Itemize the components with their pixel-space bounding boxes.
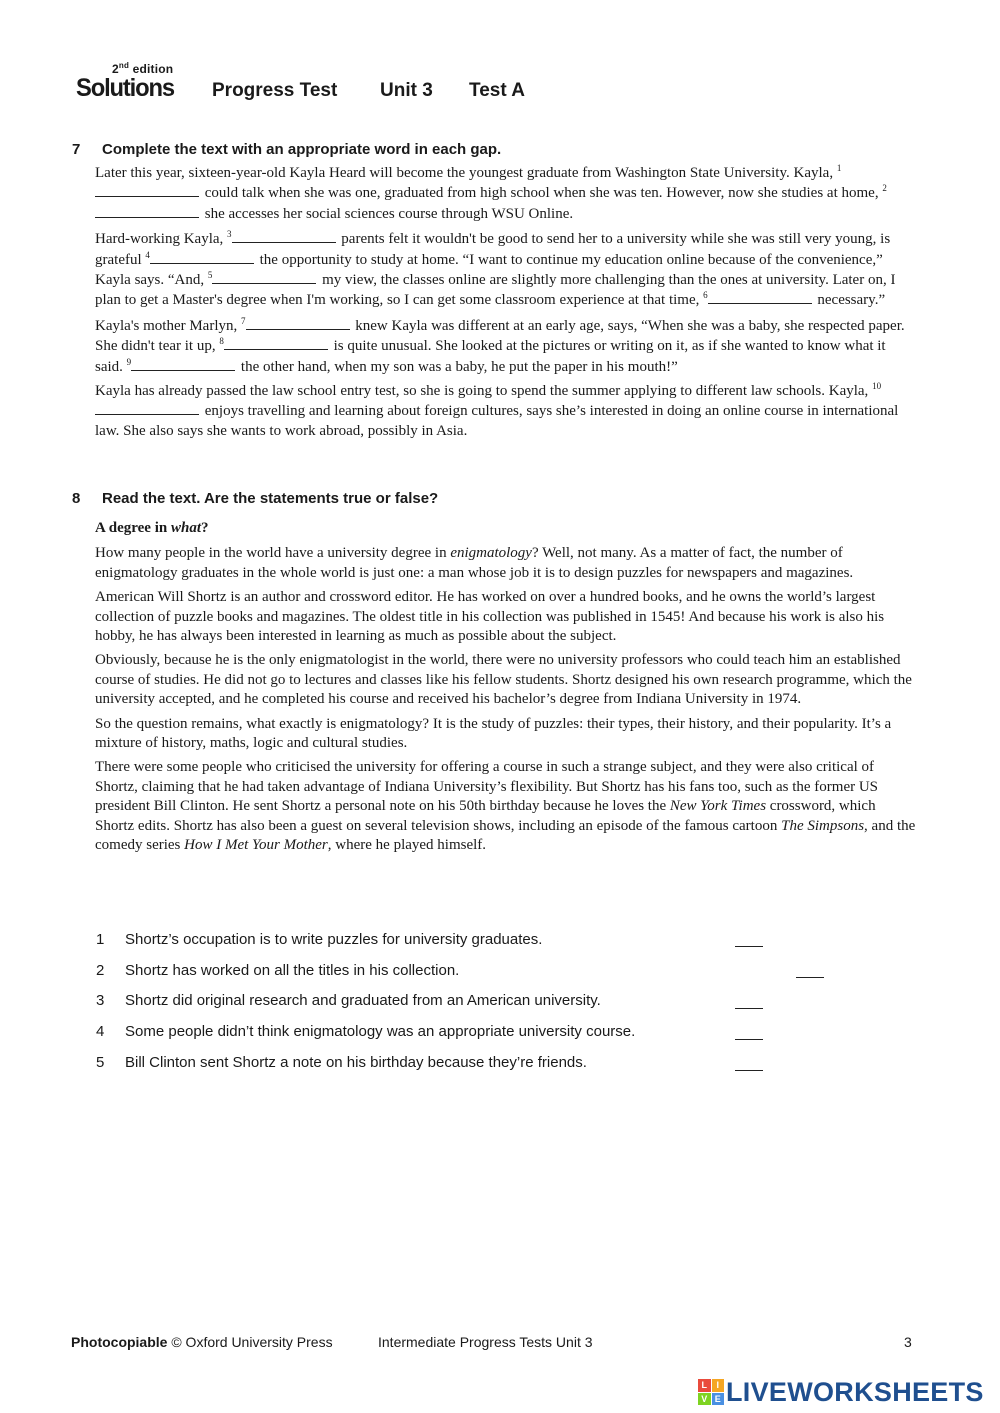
liveworksheets-text: LIVEWORKSHEETS <box>726 1376 984 1407</box>
article-paragraph-4: So the question remains, what exactly is enigmatology? It is the study of puzzles: their types, their history, and their popularity. It’s a mixture of history, maths, logic and cultural studies. <box>95 715 892 752</box>
edition-label: 2nd edition <box>112 61 174 76</box>
task7-number: 7 <box>72 141 81 158</box>
header-test: Test A <box>469 80 525 101</box>
gap-number: 1 <box>836 163 842 173</box>
gap-number: 10 <box>872 381 882 392</box>
solutions-logo <box>76 62 186 102</box>
statement-1: 1 Shortz’s occupation is to write puzzles for university graduates. <box>96 931 543 948</box>
task7-paragraph-3: Kayla's mother Marlyn, $^7$ knew Kayla was different at an early age, says, “When she was a baby, she respected paper. She didn't tear it up, $^8$ is quite unusual. She looked at the pictures or writing on it, as if she wanted to know what it said. $^9$ the other hand, when my son was a baby, he put the paper in his mouth!” <box>95 315 905 375</box>
gap-3[interactable] <box>232 229 336 243</box>
task8-text <box>95 519 917 861</box>
article-paragraph-5: There were some people who criticised the university for offering a course in such a strange subject, and they were also critical of Shortz, claiming that he had taken advantage of Indiana University’s flexibility. But Shortz has his fans too, such as the former US president Bill Clinton. He sent Shortz a personal note on his 50th birthday because he loves the New York Times crossword, which Shortz edits. Shortz has also been a guest on several television shows, including an episode of the famous cartoon The Simpsons, and the comedy series How I Met Your Mother, where he played himself. <box>95 759 916 854</box>
answer-line-3[interactable] <box>735 1008 763 1009</box>
task7-paragraph-4: Kayla has already passed the law school entry test, so she is going to spend the summer applying to different law schools. Kayla, $^{10}$ enjoys travelling and learning about foreign cultures, says she’s interested in doing an online course in international law. She also says she wants to work abroad, possibly in Asia. <box>95 381 899 439</box>
task7-heading <box>72 141 501 158</box>
gap-1[interactable] <box>95 183 199 197</box>
gap-number: 8 <box>219 336 224 347</box>
article-paragraph-2: American Will Shortz is an author and crossword editor. He has worked on over a hundred books, and he owns the world’s largest collection of puzzle books and magazines. The oldest title in his collection was published in 1545! And because his work is also his hobby, he has always been interested in learning as much as possible about the subject. <box>95 589 885 645</box>
task7-paragraph-2: Hard-working Kayla, $^3$ parents felt it wouldn't be good to send her to a university while she was still very young, is grateful $^4$ the opportunity to study at home. “I want to continue my education online because of the convenience,” Kayla says. “And, $^5$ my view, the classes online are slightly more challenging than the ones at university. Later on, I plan to get a Master's degree when I'm working, so I can get some classroom experience at that time, $^6$ necessary.” <box>95 229 896 309</box>
task7-text <box>95 164 917 446</box>
page-number: 3 <box>904 1334 912 1350</box>
statement-3: 3 Shortz did original research and graduated from an American university. <box>96 992 601 1009</box>
gap-number: 4 <box>145 249 150 260</box>
gap-number: 2 <box>882 183 887 194</box>
header-unit: Unit 3 <box>380 80 433 101</box>
answer-line-2[interactable] <box>796 977 824 978</box>
task8-number: 8 <box>72 490 81 507</box>
gap-number: 5 <box>207 270 213 281</box>
liveworksheets-logo-icon: L I V E <box>698 1379 724 1405</box>
footer-series: Intermediate Progress Tests Unit 3 <box>378 1334 593 1350</box>
answer-line-4[interactable] <box>735 1039 763 1040</box>
task8-instruction: Read the text. Are the statements true or false? <box>102 490 439 507</box>
task7-paragraph-1: Later this year, sixteen-year-old Kayla Heard will become the youngest graduate from Washington State University. Kayla, $^1$ could talk when she was one, graduated from high school when she was ten. However, now she studies at home, $^2$ she accesses her social sciences course through WSU Online. <box>95 163 887 222</box>
gap-6[interactable] <box>708 290 812 304</box>
gap-10[interactable] <box>95 401 199 415</box>
article-paragraph-1: How many people in the world have a university degree in enigmatology? Well, not many. As a matter of fact, the number of enigmatology graduates in the whole world is just one: a man whose job it is to design puzzles for newspapers and magazines. <box>95 545 854 581</box>
statement-5: 5 Bill Clinton sent Shortz a note on his birthday because they’re friends. <box>96 1054 587 1071</box>
gap-number: 6 <box>703 290 708 301</box>
answer-line-5[interactable] <box>735 1070 763 1071</box>
liveworksheets-watermark <box>698 1375 984 1409</box>
task8-heading <box>72 490 438 507</box>
task7-instruction: Complete the text with an appropriate word in each gap. <box>102 141 502 158</box>
gap-5[interactable] <box>212 270 316 284</box>
gap-8[interactable] <box>224 336 328 350</box>
logo-text: Solutions <box>76 74 174 102</box>
statement-2: 2 Shortz has worked on all the titles in his collection. <box>96 962 460 979</box>
answer-line-1[interactable] <box>735 946 763 947</box>
header-title: Progress Test <box>212 80 338 101</box>
gap-7[interactable] <box>246 316 350 330</box>
gap-4[interactable] <box>150 250 254 264</box>
article-title: A degree in what? <box>95 520 209 536</box>
gap-number: 9 <box>126 356 132 367</box>
gap-number: 7 <box>241 315 246 326</box>
gap-2[interactable] <box>95 204 199 218</box>
gap-9[interactable] <box>131 357 235 371</box>
footer-copyright: Photocopiable © Oxford University Press <box>71 1334 333 1350</box>
gap-number: 3 <box>227 229 232 240</box>
article-paragraph-3: Obviously, because he is the only enigmatologist in the world, there were no university professors who could teach him an established course of studies. He did not go to lectures and classes like his fellow students. Shortz designed his own research programme, which the university accepted, and he completed his course and received his bachelor’s degree from Indiana University in 1974. <box>95 652 912 708</box>
statement-4: 4 Some people didn’t think enigmatology was an appropriate university course. <box>96 1023 636 1040</box>
